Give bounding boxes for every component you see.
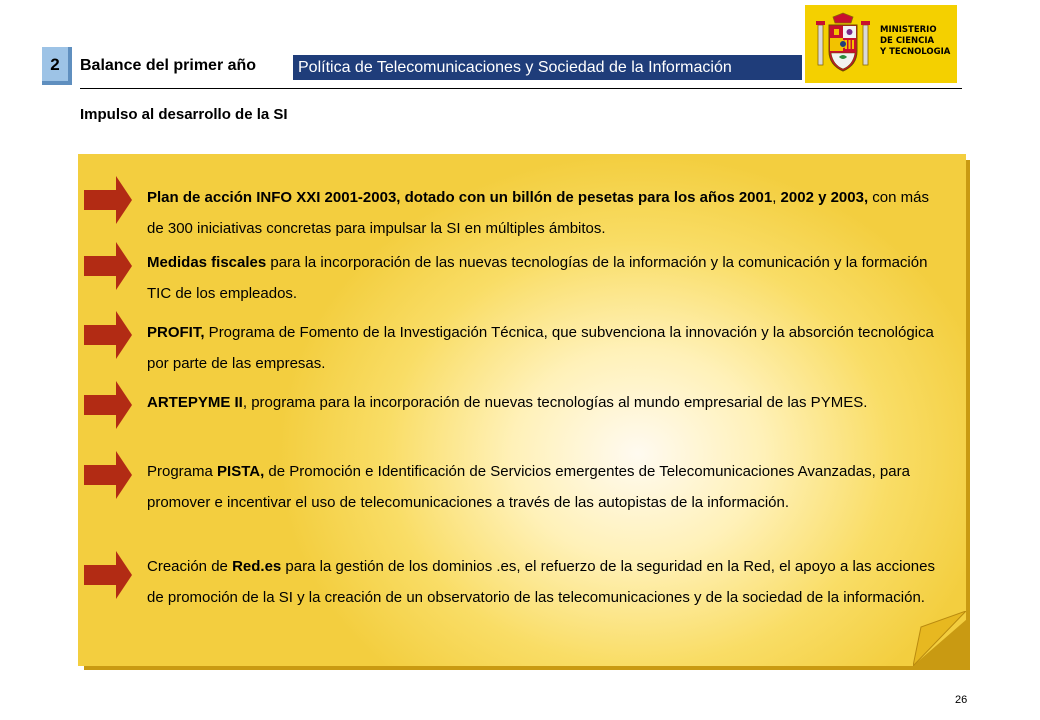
arrow-bullet-icon — [84, 176, 132, 224]
section-number-badge — [42, 47, 72, 89]
arrow-bullet-icon — [84, 451, 132, 499]
arrow-bullet-icon — [84, 311, 132, 359]
header-divider — [80, 88, 962, 89]
logo-line-3: Y TECNOLOGIA — [880, 47, 951, 57]
list-item-text: Programa PISTA, de Promoción e Identificación de Servicios emergentes de Telecomunicaciones Avanzadas, para promover e incentivar el uso de telecomunicaciones a través de las autopistas de la información. — [147, 463, 910, 511]
arrow-bullet-icon — [84, 242, 132, 290]
page-subtitle: Impulso al desarrollo de la SI — [80, 106, 288, 123]
coat-of-arms-icon — [815, 11, 871, 77]
page-number: 26 — [955, 694, 968, 706]
header-band: Política de Telecomunicaciones y Sociedad de la Información — [293, 55, 802, 80]
arrow-bullet-icon — [84, 381, 132, 429]
page-curl-icon — [913, 611, 966, 666]
list-item-text: Creación de Red.es para la gestión de los dominios .es, el refuerzo de la seguridad en la Red, el apoyo a las acciones de promoción de la SI y la creación de un observatorio de las telecomunicaciones y de la sociedad de la información. — [147, 558, 935, 606]
ministry-logo — [805, 5, 957, 83]
logo-line-1: MINISTERIO — [880, 25, 937, 35]
arrow-bullet-icon — [84, 551, 132, 599]
logo-line-2: DE CIENCIA — [880, 36, 935, 46]
ministry-logo-text — [880, 25, 950, 58]
list-item-text: Plan de acción INFO XXI 2001-2003, dotado con un billón de pesetas para los años 2001, 2002 y 2003, con más de 300 iniciativas concretas para impulsar la SI en múltiples ámbitos. — [147, 189, 929, 237]
header-title: Balance del primer año — [80, 57, 257, 74]
section-number: 2 — [42, 47, 72, 85]
list-item-text: ARTEPYME II, programa para la incorporación de nuevas tecnologías al mundo empresarial de las PYMES. — [147, 394, 868, 411]
list-item-text: PROFIT, Programa de Fomento de la Investigación Técnica, que subvenciona la innovación y la absorción tecnológica por parte de las empresas. — [147, 324, 934, 372]
list-item-text: Medidas fiscales para la incorporación de las nuevas tecnologías de la información y la comunicación y la formación TIC de los empleados. — [147, 254, 928, 302]
